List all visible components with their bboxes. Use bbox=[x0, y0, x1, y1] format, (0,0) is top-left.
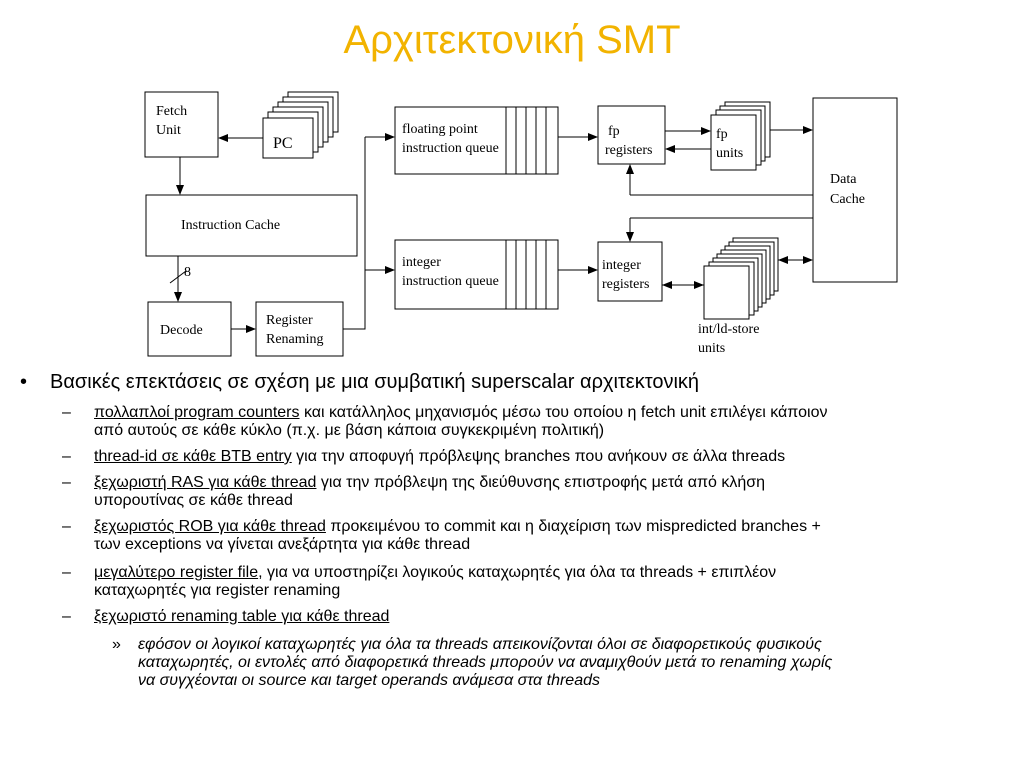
int-queue-label-2: instruction queue bbox=[402, 274, 499, 289]
subsub-bullet-line-2: καταχωρητές, οι εντολές από διαφορετικά threads μπορούν να αναμιχθούν μετά το renaming χωρίς bbox=[138, 654, 833, 671]
sub-bullet-3-text: για την πρόβλεψη της διεύθυνσης επιστροφής μετά από κλήση bbox=[316, 474, 766, 491]
dash-marker: – bbox=[62, 474, 71, 491]
sub-bullet-4-text: προκειμένου το commit και η διαχείριση των mispredicted branches + bbox=[325, 518, 821, 535]
subsub-bullet bbox=[112, 636, 1007, 690]
data-cache-box bbox=[813, 98, 897, 282]
data-cache-label-2: Cache bbox=[830, 192, 865, 207]
subsub-bullet-line-1: εφόσον οι λογικοί καταχωρητές για όλα τα threads απεικονίζονται όλοι σε διαφορετικούς φυσικούς bbox=[138, 636, 822, 653]
register-renaming-label-1: Register bbox=[266, 313, 313, 328]
sub-bullet-3-text-2: υπορουτίνας σε κάθε thread bbox=[94, 492, 293, 509]
sub-bullet-5 bbox=[62, 564, 1002, 600]
sub-bullet-6-underlined: ξεχωριστό renaming table για κάθε thread bbox=[94, 608, 390, 625]
dash-marker: – bbox=[62, 564, 71, 581]
sub-bullet-1-text-2: από αυτούς σε κάθε κύκλο (π.χ. με βάση κάποια συγκεκριμένη πολιτική) bbox=[94, 422, 605, 439]
sub-bullet-1 bbox=[62, 404, 1002, 440]
fp-queue-label-2: instruction queue bbox=[402, 141, 499, 156]
sub-bullet-5-text-2: καταχωρητές για register renaming bbox=[94, 582, 341, 599]
fetch-unit-label-2: Unit bbox=[156, 123, 181, 138]
int-registers-label-1: integer bbox=[602, 258, 641, 273]
int-queue-label-1: integer bbox=[402, 255, 441, 270]
slide-title: Αρχιτεκτονική SMT bbox=[343, 18, 681, 62]
int-units-stack bbox=[704, 238, 778, 319]
pc-label: PC bbox=[273, 135, 293, 152]
fp-registers-label-2: registers bbox=[605, 143, 653, 158]
main-bullet-text: Βασικές επεκτάσεις σε σχέση με μια συμβατική superscalar αρχιτεκτονική bbox=[50, 371, 700, 393]
sub-bullet-5-underlined: μεγαλύτερο register file bbox=[94, 564, 259, 581]
subsub-bullet-line-3: να συγχέονται οι source και target operands ανάμεσα στα threads bbox=[138, 672, 600, 689]
bus-width-label: 8 bbox=[184, 265, 191, 280]
sub-bullet-1-underlined: πολλαπλοί program counters bbox=[94, 404, 300, 421]
int-units-label-2: units bbox=[698, 341, 726, 356]
sub-bullet-4-text-2: των exceptions να γίνεται ανεξάρτητα για κάθε thread bbox=[94, 536, 471, 553]
register-renaming-box bbox=[256, 302, 343, 356]
fp-units-label-2: units bbox=[716, 146, 744, 161]
sub-bullet-1-text: και κατάλληλος μηχανισμός μέσω του οποίου η fetch unit επιλέγει κάποιον bbox=[299, 404, 828, 421]
sub-bullet-3-underlined: ξεχωριστή RAS για κάθε thread bbox=[94, 474, 317, 491]
dash-marker: – bbox=[62, 404, 71, 421]
smt-architecture-diagram bbox=[0, 0, 1024, 370]
register-renaming-label-2: Renaming bbox=[266, 332, 324, 347]
int-registers-label-2: registers bbox=[602, 277, 650, 292]
sub-bullet-4-underlined: ξεχωριστός ROB για κάθε thread bbox=[94, 518, 326, 535]
sub-bullet-2-underlined: thread-id σε κάθε BTB entry bbox=[94, 448, 292, 465]
fp-units-label-1: fp bbox=[716, 127, 728, 142]
dash-marker: – bbox=[62, 518, 71, 535]
int-units-label-1: int/ld-store bbox=[698, 322, 760, 337]
bullet-marker: • bbox=[20, 371, 28, 393]
fp-queue-label-1: floating point bbox=[402, 122, 478, 137]
dash-marker: – bbox=[62, 608, 71, 625]
sub-bullet-4 bbox=[62, 518, 1002, 554]
sub-bullet-2-text: για την αποφυγή πρόβλεψης branches που ανήκουν σε άλλα threads bbox=[291, 448, 786, 465]
sub-bullet-2 bbox=[62, 448, 1002, 466]
dash-marker: – bbox=[62, 448, 71, 465]
fetch-unit-label-1: Fetch bbox=[156, 104, 188, 119]
sub-bullet-3 bbox=[62, 474, 1002, 510]
sub-bullet-6 bbox=[62, 608, 1002, 626]
chevron-marker: » bbox=[112, 636, 121, 653]
sub-bullet-5-text: , για να υποστηρίζει λογικούς καταχωρητές για όλα τα threads + επιπλέον bbox=[258, 564, 777, 581]
decode-label: Decode bbox=[160, 323, 203, 338]
data-cache-label-1: Data bbox=[830, 172, 857, 187]
fp-registers-label-1: fp bbox=[608, 124, 620, 139]
instruction-cache-label: Instruction Cache bbox=[181, 218, 281, 233]
